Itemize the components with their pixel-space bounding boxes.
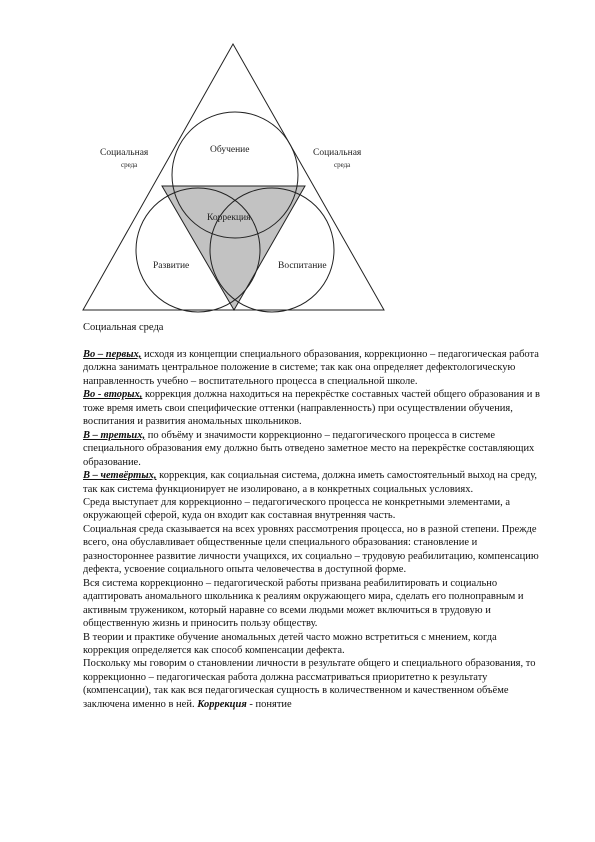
paragraph-text: исходя из концепции специального образования, коррекционно – педагогическая работа должна занимать центральное положение в системе; так как она определяет дефектологическую направленность учебно – воспитательного процесса в специальной школе. (83, 349, 539, 387)
label-social-left-sub: среда (121, 161, 138, 169)
correction-triangle (162, 186, 305, 310)
diagram-caption: Социальная среда (83, 322, 164, 333)
paragraph-lead: Во – первых, (83, 349, 142, 360)
paragraph-text: по объёму и значимости коррекционно – педагогического процесса в системе специального образования ему должно быть отведено заметное место на перекрёстке составляющих образование. (83, 429, 535, 468)
paragraph-8 (83, 631, 545, 658)
paragraph-text: коррекция, как социальная система, должна иметь самостоятельный выход на среду, так как система функционирует не изолировано, а в конкретных социальных условиях. (83, 470, 538, 495)
paragraph-4 (83, 469, 545, 496)
label-learning: Обучение (210, 145, 250, 155)
label-social-right-sub: среда (334, 161, 351, 169)
paragraph-3 (83, 429, 545, 469)
term-correction: Коррекция (197, 698, 247, 710)
paragraph-2 (83, 388, 545, 428)
paragraph-5 (83, 496, 545, 523)
label-development: Развитие (153, 261, 190, 271)
label-upbringing: Воспитание (278, 261, 327, 271)
paragraph-text: Среда выступает для коррекционно – педагогического процесса не конкретными элементами, а окружающей сферой, куда он входит как составная внутренняя часть. (83, 496, 511, 522)
paragraph-text: В теории и практике обучение аномальных детей часто можно встретиться с мнением, когда коррекция определяется как способ компенсации дефекта. (83, 631, 497, 656)
label-social-left: Социальная (100, 148, 149, 158)
paragraph-text: Социальная среда сказывается на всех уровнях рассмотрения процесса, но в разной степени. Прежде всего, она обуславливает общественные цели специального образования: становление и разностороннее развитие личности учащихся, их социально – трудовую реабилитацию, компенсацию дефекта, усвоение социального опыта человечества в доступной форме. (83, 523, 539, 576)
paragraph-tail: - понятие (246, 698, 292, 710)
paragraph-lead: В – третьих, (83, 429, 146, 441)
paragraph-7 (83, 577, 545, 631)
paragraph-text: Вся система коррекционно – педагогической работы призвана реабилитировать и социально адаптировать аномального школьника к реалиям окружающего мира, сделать его полноправным и активным тружеником, который наравне со всеми людьми может включиться в трудовую и общественную жизнь и приносить пользу обществу. (83, 577, 524, 630)
label-social-right: Социальная (313, 148, 362, 158)
paragraph-lead: В – четвёртых, (83, 470, 157, 482)
paragraph-9 (83, 657, 545, 711)
paragraph-6 (83, 523, 545, 577)
correction-system-diagram (0, 0, 595, 325)
paragraph-text: Поскольку мы говорим о становлении личности в результате общего и специального образования, то коррекционно – педагогическая работа должна рассматриваться приоритетно к результату (компенсации), так как вся педагогическая сущность в количественном и качественном объёме заключена именно в ней. (83, 658, 536, 710)
paragraph-1 (83, 348, 545, 388)
label-correction: Коррекция (207, 213, 251, 223)
body-text (83, 348, 545, 711)
paragraph-text: коррекция должна находиться на перекрёстке составных частей общего образования и в тоже время иметь свои специфические оттенки (направленность) при осуществлении обучения, воспитания и развития аномальных школьников. (83, 389, 540, 428)
paragraph-lead: Во - вторых, (83, 389, 143, 401)
